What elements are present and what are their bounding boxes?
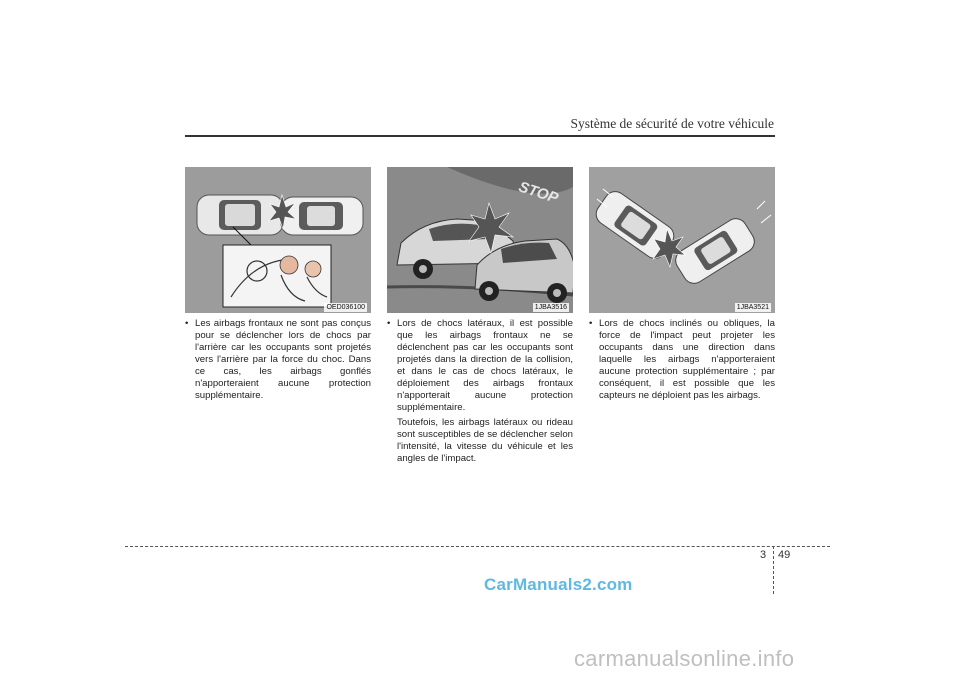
page-header-title: Système de sécurité de votre véhicule (570, 116, 774, 131)
bullet-text: Lors de chocs inclinés ou obliques, la force de l'impact peut projeter les occupants dans une direction dans laquelle les airbags n'apporteraient aucune protection supplémentaire ; par conséquent, il est possible que les capteurs ne déploient pas les airbags. (599, 318, 775, 401)
text-column-oblique (589, 318, 775, 402)
road-stop-text: STOP (516, 178, 561, 208)
chapter-number: 3 (760, 549, 767, 561)
header-rule (185, 135, 775, 137)
page-number: 49 (778, 549, 791, 561)
bullet-item (387, 318, 573, 414)
figure-code: 1JBA3516 (534, 304, 567, 311)
bullet-text: Les airbags frontaux ne sont pas conçus pour se déclencher lors de chocs par l'arrière car les occupants sont projetés vers l'arrière par la force du choc. Dans ce cas, les airbags gonflés n'apporteraient aucune protection supplémentaire. (195, 318, 371, 401)
bullet-mark: • (589, 318, 593, 329)
bullet-item (589, 318, 775, 402)
side-collision-illustration (387, 167, 573, 313)
figure-side-collision (387, 167, 573, 313)
watermark-carmanuals2[interactable]: CarManuals2.com (484, 575, 633, 594)
page-number-separator (773, 546, 774, 594)
text-column-side (387, 318, 573, 465)
figure-code: OED036100 (326, 304, 365, 311)
paragraph-extra: Toutefois, les airbags latéraux ou rideau sont susceptibles de se déclencher selon l'intensité, la vitesse du véhicule et les angles de l'impact. (397, 417, 573, 464)
bullet-item (185, 318, 371, 402)
watermark-carmanualsonline: carmanualsonline.info (574, 646, 795, 671)
footer-rule (125, 546, 830, 547)
figure-oblique-collision (589, 167, 775, 313)
figure-rear-collision (185, 167, 371, 313)
bullet-mark: • (185, 318, 189, 329)
bullet-text: Lors de chocs latéraux, il est possible que les airbags frontaux ne se déclenchent pas car les occupants sont projetés dans la direction de la collision, et dans le cas de chocs latéraux, le déploiement des airbags frontaux n'apporterait aucune protection supplémentaire. (397, 318, 573, 413)
oblique-collision-illustration (589, 167, 775, 313)
bullet-mark: • (387, 318, 391, 329)
text-column-rear (185, 318, 371, 402)
rear-collision-illustration (185, 167, 371, 313)
figure-code: 1JBA3521 (736, 304, 769, 311)
